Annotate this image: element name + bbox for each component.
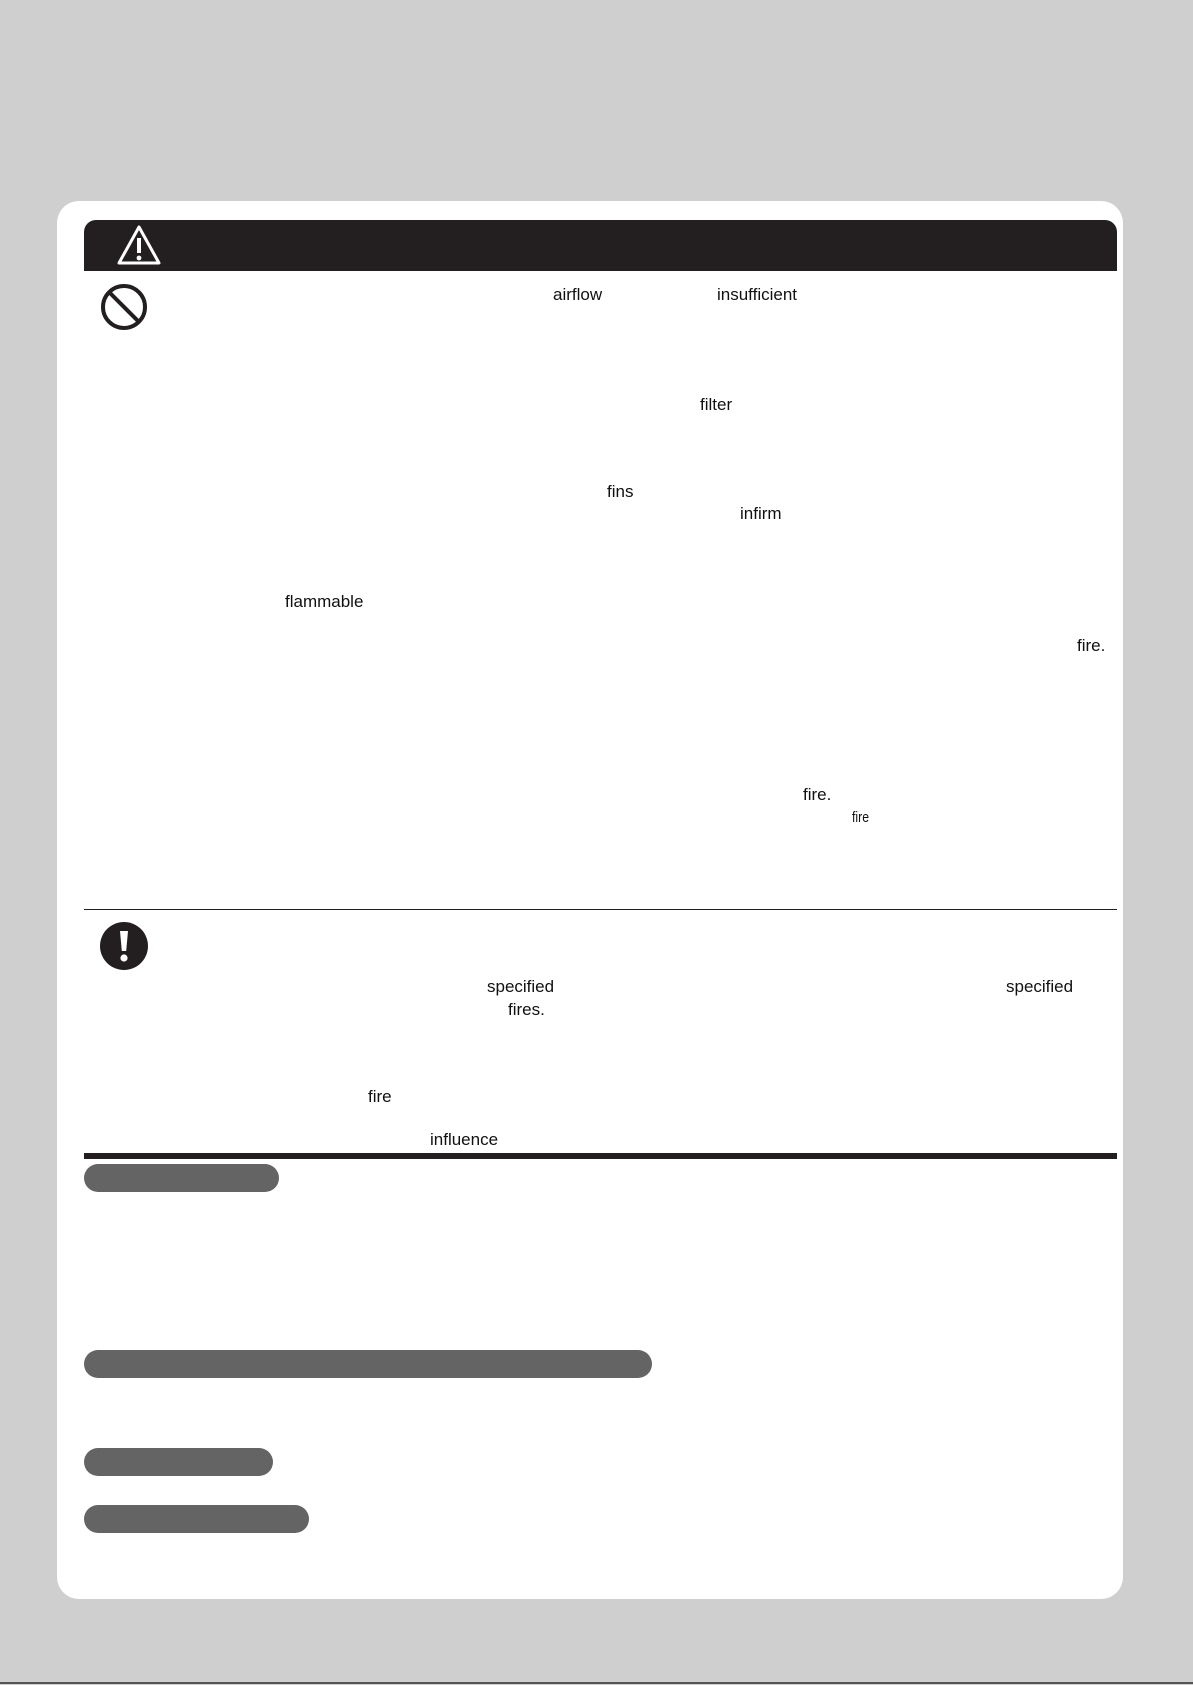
section-end-rule <box>84 1153 1117 1159</box>
section-heading-pill-2 <box>84 1350 652 1378</box>
prohibited-word-flammable: flammable <box>285 592 364 611</box>
page-bottom-edge <box>0 1682 1193 1684</box>
warning-header-bar <box>84 220 1117 271</box>
mandatory-word-specified-2: specified <box>1006 977 1074 996</box>
section-heading-pill-4 <box>84 1505 309 1533</box>
prohibition-circle-icon <box>100 283 148 331</box>
mandatory-word-fire: fire <box>368 1087 392 1106</box>
section-divider <box>84 909 1117 910</box>
mandatory-word-fires: fires. <box>508 1000 545 1019</box>
section-heading-pill-3 <box>84 1448 273 1476</box>
mandatory-word-influence: influence <box>430 1130 499 1149</box>
prohibited-word-fire-3: fire <box>852 809 870 826</box>
exclamation-circle-icon <box>100 922 148 970</box>
prohibited-word-fins: fins <box>607 482 634 501</box>
prohibited-word-fire-2: fire. <box>803 785 832 804</box>
page-card <box>57 201 1123 1599</box>
mandatory-word-specified-1: specified <box>487 977 555 996</box>
warning-triangle-icon <box>116 224 162 266</box>
prohibited-word-airflow: airflow <box>553 285 603 304</box>
prohibited-word-infirm: infirm <box>740 504 782 523</box>
prohibited-word-insufficient: insufficient <box>717 285 798 304</box>
prohibited-word-fire-1: fire. <box>1077 636 1106 655</box>
section-heading-pill-1 <box>84 1164 279 1192</box>
prohibited-word-filter: filter <box>700 395 733 414</box>
